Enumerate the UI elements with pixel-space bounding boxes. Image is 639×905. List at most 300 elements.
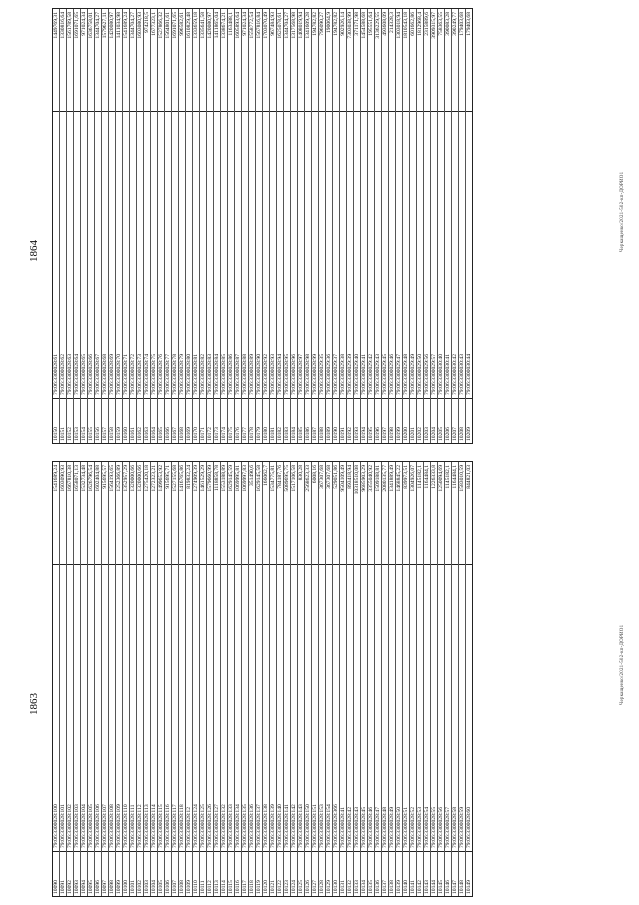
row-number-cell: 10158	[109, 398, 115, 443]
row-number-cell: 10172	[207, 398, 213, 443]
value-cell: 529051,86	[333, 465, 339, 489]
table-row	[158, 462, 165, 896]
table-row	[88, 9, 95, 443]
row-number-cell: 10205	[438, 398, 444, 443]
value-cell: 1610829,48	[186, 12, 192, 39]
row-number-cell: 10181	[270, 398, 276, 443]
cadastral-number-cell: 79:06:3300028:126	[207, 564, 213, 851]
value-cell: 893418,94	[347, 465, 353, 489]
value-cell: 1333659,18	[193, 12, 199, 39]
value-cell: 1408019,94	[298, 12, 304, 39]
table-row	[109, 9, 116, 443]
table-row	[81, 462, 88, 896]
value-cell: 190064,9	[326, 12, 332, 33]
row-number-cell: 10176	[235, 398, 241, 443]
value-cell: 1069995,81	[235, 465, 241, 492]
table-row	[53, 462, 60, 896]
value-cell: 967484,93	[270, 12, 276, 36]
cadastral-number-cell: 79:06:3300028:136	[249, 564, 255, 851]
table-row	[235, 9, 242, 443]
value-cell: 351490,6	[249, 465, 255, 486]
value-cell: 902926,14	[340, 12, 346, 36]
cadastral-number-cell: 79:06:3300029:35	[319, 111, 325, 398]
cadastral-number-cell: 79:06:3300028:108	[109, 564, 115, 851]
value-cell: 1420080,97	[207, 12, 213, 39]
row-number-cell: 10096	[95, 851, 101, 896]
row-number-cell: 10150	[53, 398, 59, 443]
cadastral-number-cell: 79:06:3300028:42	[347, 564, 353, 851]
row-number-cell: 10189	[326, 398, 332, 443]
row-number-cell: 10137	[382, 851, 388, 896]
cadastral-number-cell: 79:06:3300028:133	[228, 564, 234, 851]
cadastral-number-cell: 79:06:3300030:41	[445, 111, 451, 398]
row-number-cell: 10128	[319, 851, 325, 896]
row-number-cell: 10160	[123, 398, 129, 443]
table-row	[116, 9, 123, 443]
page-footer: Черкащенко/2021-502-кп-ДОРИО1	[620, 624, 625, 705]
cadastral-number-cell: 79:06:3300028:76	[158, 111, 164, 398]
cadastral-number-cell: 79:06:3300028:140	[277, 564, 283, 851]
value-cell: 194782,82	[333, 12, 339, 36]
value-cell: 915695,57	[102, 465, 108, 489]
table-row	[165, 462, 172, 896]
cadastral-number-cell: 79:06:3300029:40	[354, 111, 360, 398]
row-number-cell: 10170	[193, 398, 199, 443]
cadastral-number-cell: 79:06:3300028:45	[361, 564, 367, 851]
value-cell: 796090,27	[319, 12, 325, 36]
cadastral-table	[52, 461, 473, 897]
row-number-cell: 10110	[193, 851, 199, 896]
table-row	[375, 9, 382, 443]
cadastral-number-cell: 79:06:3300030:43	[459, 111, 465, 398]
cadastral-number-cell: 79:06:3300028:74	[144, 111, 150, 398]
table-row	[396, 9, 403, 443]
table-row	[305, 462, 312, 896]
table-row	[200, 9, 207, 443]
table-row	[277, 9, 284, 443]
row-number-cell: 10116	[235, 851, 241, 896]
table-row	[368, 9, 375, 443]
row-number-cell: 10151	[60, 398, 66, 443]
row-number-cell: 10171	[200, 398, 206, 443]
value-cell: 830,28	[298, 465, 304, 481]
value-cell: 3909315,97	[431, 12, 437, 39]
table-row	[193, 9, 200, 443]
value-cell: 6008,16	[312, 465, 318, 484]
cadastral-number-cell: 79:06:3300028:150	[305, 564, 311, 851]
cadastral-number-cell: 79:06:3300028:139	[270, 564, 276, 851]
value-cell: 3136229,55	[375, 12, 381, 39]
cadastral-number-cell: 79:06:3300028:12	[186, 564, 192, 851]
table-row	[340, 462, 347, 896]
row-number-cell: 10209	[466, 398, 472, 443]
table-row	[270, 462, 277, 896]
cadastral-number-cell: 79:06:3300028:109	[116, 564, 122, 851]
row-number-cell: 10177	[242, 398, 248, 443]
table-row	[375, 462, 382, 896]
value-cell: 1275420,18	[144, 465, 150, 492]
page-number: 1863	[28, 693, 40, 715]
cadastral-number-cell: 79:06:3300028:105	[88, 564, 94, 851]
cadastral-number-cell: 79:06:3300028:88	[242, 111, 248, 398]
cadastral-number-cell: 79:06:3300028:101	[60, 564, 66, 851]
row-number-cell: 10121	[270, 851, 276, 896]
cadastral-number-cell: 79:06:3300029:47	[396, 111, 402, 398]
value-cell: 1344704,27	[130, 12, 136, 39]
cadastral-number-cell: 79:06:3300028:113	[144, 564, 150, 851]
table-row	[67, 9, 74, 443]
value-cell: 1603080,93	[137, 12, 143, 39]
cadastral-number-cell: 79:06:3300028:118	[179, 564, 185, 851]
table-row	[179, 9, 186, 443]
value-cell: 1703070,49	[263, 12, 269, 39]
cadastral-number-cell: 79:06:3300028:51	[403, 564, 409, 851]
cadastral-number-cell: 79:06:3300028:115	[158, 564, 164, 851]
table-row	[74, 9, 81, 443]
table-row	[207, 9, 214, 443]
value-cell: 179403,68	[466, 12, 472, 36]
table-row	[102, 462, 109, 896]
cadastral-number-cell: 79:06:3300028:134	[235, 564, 241, 851]
row-number-cell: 10107	[172, 851, 178, 896]
row-number-cell: 10099	[116, 851, 122, 896]
table-row	[361, 9, 368, 443]
cadastral-number-cell: 79:06:3300028:47	[375, 564, 381, 851]
row-number-cell: 10208	[459, 398, 465, 443]
table-row	[172, 9, 179, 443]
row-number-cell: 10146	[445, 851, 451, 896]
value-cell: 1579660,99	[207, 465, 213, 492]
value-cell: 390083,28	[445, 12, 451, 36]
table-row	[144, 9, 151, 443]
value-cell: 1629145,58	[256, 465, 262, 492]
page-1863	[0, 453, 639, 905]
table-row	[459, 9, 466, 443]
cadastral-number-cell: 79:06:3300029:49	[410, 111, 416, 398]
cadastral-number-cell: 79:06:3300028:57	[445, 564, 451, 851]
cadastral-number-cell: 79:06:3300028:137	[256, 564, 262, 851]
table-row	[158, 9, 165, 443]
row-number-cell: 10156	[95, 398, 101, 443]
row-number-cell: 10138	[389, 851, 395, 896]
table-row	[214, 462, 221, 896]
row-number-cell: 10104	[151, 851, 157, 896]
table-row	[438, 9, 445, 443]
row-number-cell: 10101	[130, 851, 136, 896]
table-row	[417, 462, 424, 896]
table-row	[263, 9, 270, 443]
row-number-cell: 10202	[417, 398, 423, 443]
cadastral-number-cell: 79:06:3300029:42	[368, 111, 374, 398]
table-row	[403, 9, 410, 443]
value-cell: 1320000,66	[130, 465, 136, 492]
table-row	[179, 462, 186, 896]
value-cell: 1352957,29	[123, 465, 129, 492]
value-cell: 1626796,54	[88, 465, 94, 492]
row-number-cell: 10199	[396, 398, 402, 443]
row-number-cell: 10119	[256, 851, 262, 896]
cadastral-number-cell: 79:06:3300028:62	[60, 111, 66, 398]
value-cell: 1344704,27	[284, 12, 290, 39]
cadastral-number-cell: 79:06:3300028:60	[466, 564, 472, 851]
cadastral-number-cell: 79:06:3300028:69	[109, 111, 115, 398]
value-cell: 1118858,78	[214, 465, 220, 492]
value-cell: 1274909,39	[193, 465, 199, 492]
cadastral-number-cell: 79:06:3300028:80	[186, 111, 192, 398]
table-row	[382, 462, 389, 896]
table-row	[151, 9, 158, 443]
table-row	[389, 462, 396, 896]
cadastral-number-cell: 79:06:3300028:117	[172, 564, 178, 851]
cadastral-number-cell: 79:06:3300028:116	[165, 564, 171, 851]
value-cell: 9685903,29	[361, 465, 367, 492]
table-row	[95, 462, 102, 896]
cadastral-number-cell: 79:06:3300029:41	[361, 111, 367, 398]
table-row	[249, 462, 256, 896]
value-cell: 1499653,92	[158, 465, 164, 492]
table-row	[368, 462, 375, 896]
value-cell: 1411034,98	[116, 12, 122, 39]
row-number-cell: 10191	[340, 398, 346, 443]
value-cell: 1541689,24	[123, 12, 129, 39]
value-cell: 2315889,6	[424, 12, 430, 36]
row-number-cell: 10127	[312, 851, 318, 896]
cadastral-number-cell: 79:06:3300029:43	[375, 111, 381, 398]
cadastral-number-cell: 79:06:3300028:72	[130, 111, 136, 398]
row-number-cell: 10196	[375, 398, 381, 443]
value-cell: 1272323,21	[151, 465, 157, 492]
value-cell: 844821,03	[466, 465, 472, 489]
table-row	[382, 9, 389, 443]
cadastral-number-cell: 79:06:3300029:57	[431, 111, 437, 398]
value-cell: 194782,82	[312, 12, 318, 36]
row-number-cell: 10114	[221, 851, 227, 896]
cadastral-number-cell: 79:06:3300028:75	[151, 111, 157, 398]
cadastral-number-cell: 79:06:3300028:65	[81, 111, 87, 398]
value-cell: 1163488,1	[228, 12, 234, 36]
table-row	[340, 9, 347, 443]
value-cell: 214328,3	[389, 12, 395, 33]
row-number-cell: 10194	[361, 398, 367, 443]
value-cell: 1320000,66	[137, 465, 143, 492]
row-number-cell: 10139	[396, 851, 402, 896]
row-number-cell: 10115	[228, 851, 234, 896]
table-row	[242, 9, 249, 443]
value-cell: 1553188,89	[221, 465, 227, 492]
cadastral-number-cell: 79:06:3300028:102	[67, 564, 73, 851]
value-cell: 1317568,98	[291, 12, 297, 39]
cadastral-number-cell: 79:06:3300028:70	[116, 111, 122, 398]
table-row	[361, 462, 368, 896]
row-number-cell: 10120	[263, 851, 269, 896]
row-number-cell: 10134	[361, 851, 367, 896]
table-row	[403, 462, 410, 896]
cadastral-number-cell: 79:06:3300028:98	[305, 111, 311, 398]
table-row	[186, 462, 193, 896]
row-number-cell: 10108	[179, 851, 185, 896]
row-number-cell: 10165	[158, 398, 164, 443]
row-number-cell: 10193	[354, 398, 360, 443]
row-number-cell: 10188	[319, 398, 325, 443]
cadastral-number-cell: 79:06:3300028:67	[95, 111, 101, 398]
table-row	[137, 9, 144, 443]
row-number-cell: 10169	[186, 398, 192, 443]
cadastral-number-cell: 79:06:3300028:114	[151, 564, 157, 851]
cadastral-number-cell: 79:06:3300029:48	[403, 111, 409, 398]
value-cell: 1667810,38	[67, 465, 73, 492]
row-number-cell: 10155	[88, 398, 94, 443]
row-number-cell: 10168	[179, 398, 185, 443]
value-cell: 784187,76	[277, 465, 283, 489]
table-row	[410, 9, 417, 443]
row-number-cell: 10201	[410, 398, 416, 443]
value-cell: 1250094,69	[438, 465, 444, 492]
value-cell: 9504109,49	[340, 465, 346, 492]
value-cell: 1561789,58	[67, 12, 73, 39]
cadastral-number-cell: 79:06:3300028:111	[130, 564, 136, 851]
row-number-cell: 10143	[424, 851, 430, 896]
value-cell: 371171,98	[354, 12, 360, 36]
value-cell: 1411865,04	[214, 12, 220, 39]
value-cell: 971024,34	[242, 12, 248, 36]
row-number-cell: 10148	[459, 851, 465, 896]
cadastral-number-cell: 79:06:3300028:94	[277, 111, 283, 398]
value-cell: 1509188,81	[375, 465, 381, 492]
value-cell: 1341889,49	[389, 465, 395, 492]
table-row	[452, 462, 459, 896]
row-number-cell: 10112	[207, 851, 213, 896]
value-cell: 1338674,21	[221, 12, 227, 39]
cadastral-table	[52, 8, 473, 444]
row-number-cell: 10141	[410, 851, 416, 896]
row-number-cell: 10200	[403, 398, 409, 443]
table-row	[81, 9, 88, 443]
table-row	[151, 462, 158, 896]
table-row	[326, 462, 333, 896]
value-cell: 367307,68	[319, 465, 325, 489]
value-cell: 1330816,64	[60, 12, 66, 39]
row-number-cell: 10187	[312, 398, 318, 443]
value-cell: 1527155,68	[172, 465, 178, 492]
value-cell: 367307,68	[326, 465, 332, 489]
table-row	[67, 462, 74, 896]
value-cell: 1636758,01	[88, 12, 94, 39]
row-number-cell: 10090	[53, 851, 59, 896]
value-cell: 971024,34	[81, 12, 87, 36]
table-row	[95, 9, 102, 443]
table-row	[116, 462, 123, 896]
page-number: 1864	[28, 240, 40, 262]
cadastral-number-cell: 79:06:3300028:89	[249, 111, 255, 398]
row-number-cell: 10098	[109, 851, 115, 896]
table-row	[424, 9, 431, 443]
value-cell: 1461529,29	[200, 465, 206, 492]
table-row	[200, 462, 207, 896]
row-number-cell: 10164	[151, 398, 157, 443]
cadastral-number-cell: 79:06:3300030:44	[466, 111, 472, 398]
row-number-cell: 10157	[102, 398, 108, 443]
cadastral-number-cell: 79:06:3300028:138	[263, 564, 269, 851]
row-number-cell: 10125	[298, 851, 304, 896]
value-cell: 1454588,68	[361, 12, 367, 39]
row-number-cell: 10182	[277, 398, 283, 443]
table-row	[354, 9, 361, 443]
table-row	[389, 9, 396, 443]
row-number-cell: 10106	[165, 851, 171, 896]
cadastral-number-cell: 79:06:3300029:56	[424, 111, 430, 398]
cadastral-number-cell: 79:06:3300028:90	[256, 111, 262, 398]
table-row	[193, 462, 200, 896]
row-number-cell: 10197	[382, 398, 388, 443]
cadastral-number-cell: 79:06:3300029:38	[340, 111, 346, 398]
row-number-cell: 10195	[368, 398, 374, 443]
value-cell: 493608,09	[382, 12, 388, 36]
table-row	[291, 9, 298, 443]
cadastral-number-cell: 79:06:3300029:45	[382, 111, 388, 398]
table-row	[60, 462, 67, 896]
value-cell: 1564801,61	[165, 12, 171, 39]
table-row	[438, 462, 445, 896]
value-cell: 1532734,48	[81, 465, 87, 492]
page-footer: Черкащенко/2021-502-кп-ДОРИО1	[620, 171, 625, 252]
row-number-cell: 10186	[305, 398, 311, 443]
table-row	[53, 9, 60, 443]
table-row	[354, 462, 361, 896]
value-cell: 1164484,1	[424, 465, 430, 489]
row-number-cell: 10161	[130, 398, 136, 443]
row-number-cell: 10179	[256, 398, 262, 443]
cadastral-number-cell: 79:06:3300028:135	[242, 564, 248, 851]
cadastral-number-cell: 79:06:3300028:141	[284, 564, 290, 851]
page-1864	[0, 0, 639, 452]
cadastral-number-cell: 79:06:3300028:59	[459, 564, 465, 851]
value-cell: 3355040,92	[368, 465, 374, 492]
cadastral-number-cell: 79:06:3300028:85	[221, 111, 227, 398]
cadastral-number-cell: 79:06:3300028:92	[263, 111, 269, 398]
table-row	[417, 9, 424, 443]
row-number-cell: 10190	[333, 398, 339, 443]
cadastral-number-cell: 79:06:3300028:154	[326, 564, 332, 851]
row-number-cell: 10132	[347, 851, 353, 896]
table-row	[312, 462, 319, 896]
cadastral-number-cell: 79:06:3300028:151	[312, 564, 318, 851]
cadastral-number-cell: 79:06:3300028:52	[410, 564, 416, 851]
value-cell: 2568623,33	[305, 465, 311, 492]
value-cell: 2080135,77	[382, 465, 388, 492]
table-row	[186, 9, 193, 443]
value-cell: 839973,51	[403, 465, 409, 489]
row-number-cell: 10131	[340, 851, 346, 896]
row-number-cell: 10135	[368, 851, 374, 896]
row-number-cell: 10204	[431, 398, 437, 443]
value-cell: 1341609,28	[305, 12, 311, 39]
cadastral-number-cell: 79:06:3300028:68	[102, 111, 108, 398]
table-row	[305, 9, 312, 443]
table-row	[123, 462, 130, 896]
value-cell: 1468845,22	[396, 465, 402, 492]
cadastral-number-cell: 79:06:3300028:96	[291, 111, 297, 398]
cadastral-number-cell: 79:06:3300029:37	[333, 111, 339, 398]
row-number-cell: 10092	[67, 851, 73, 896]
value-cell: 601662,86	[410, 12, 416, 36]
value-cell: 819832,24	[186, 465, 192, 489]
table-row	[291, 462, 298, 896]
cadastral-number-cell: 79:06:3300028:81	[193, 111, 199, 398]
cadastral-number-cell: 79:06:3300028:106	[95, 564, 101, 851]
value-cell: 758363,55	[438, 12, 444, 36]
value-cell: 1420080,97	[109, 12, 115, 39]
value-cell: 1069997,83	[242, 465, 248, 492]
